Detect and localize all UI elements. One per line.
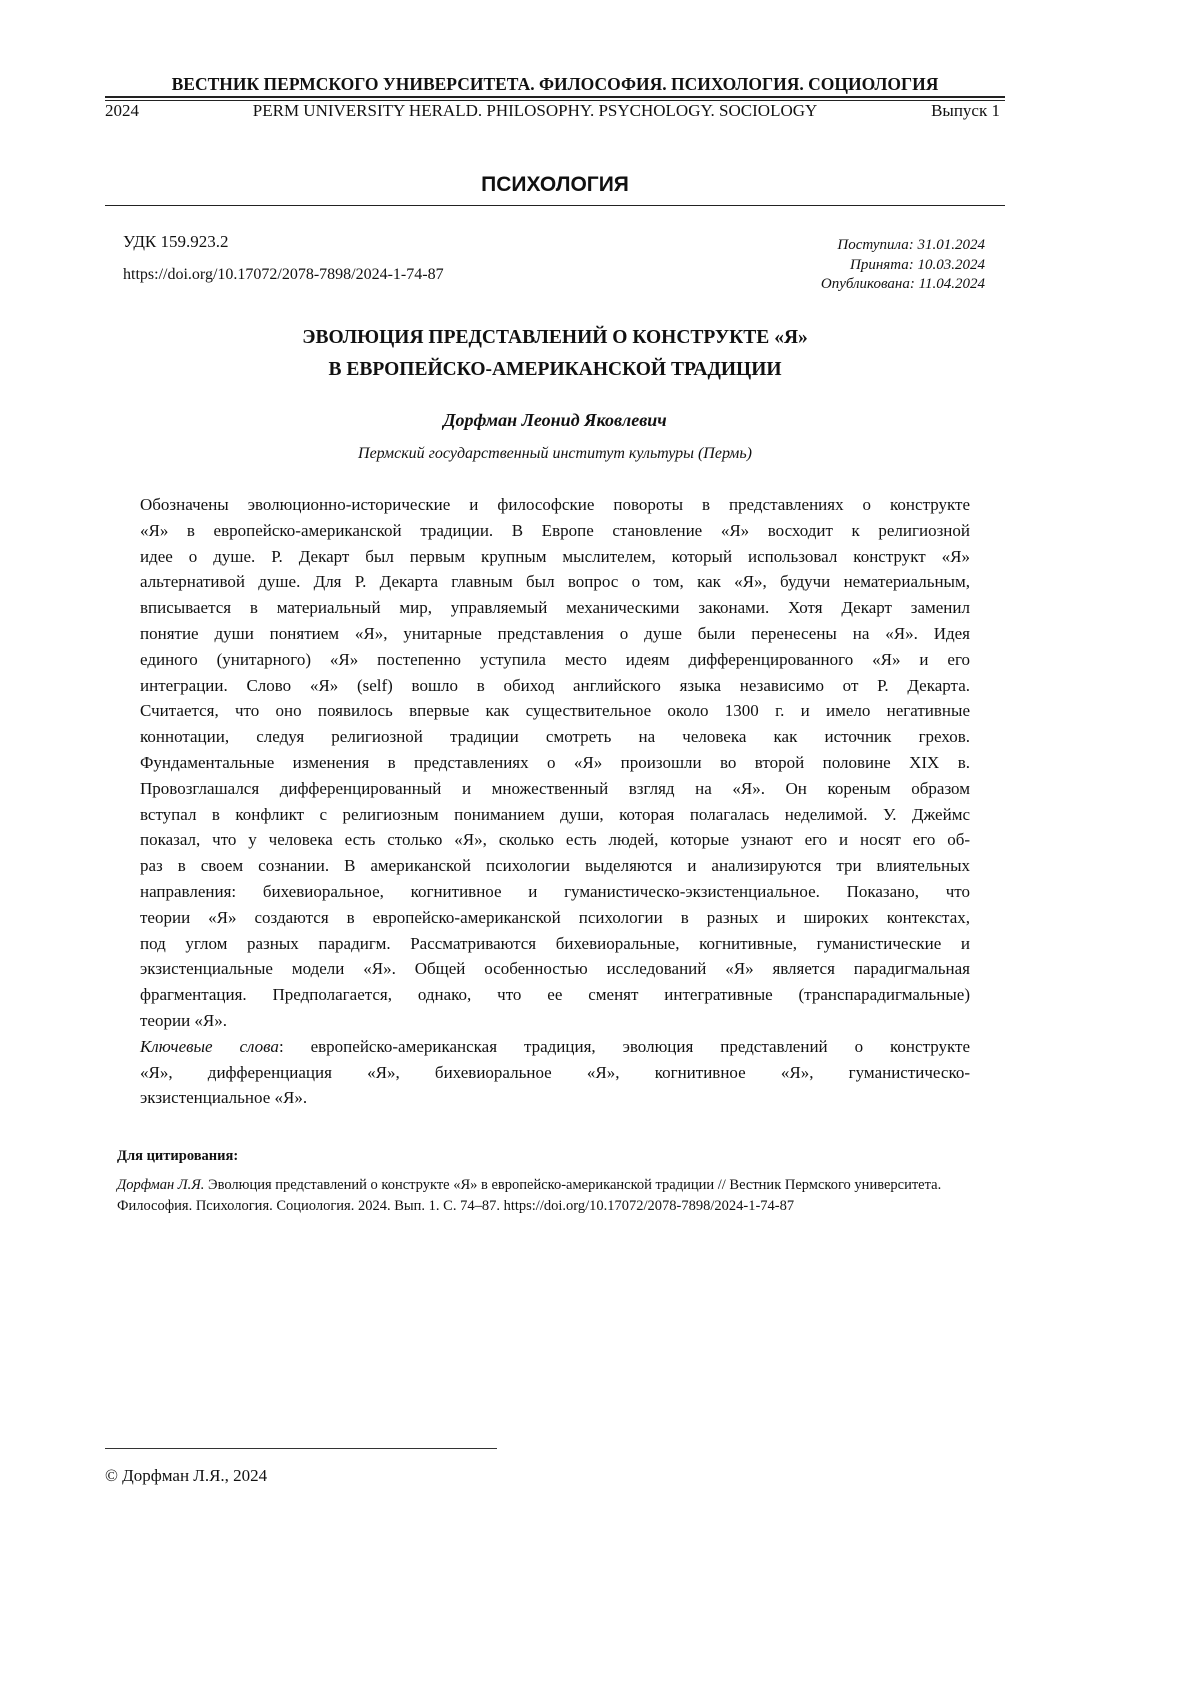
abstract-line	[140, 1008, 970, 1034]
keywords-line-2	[140, 1060, 970, 1086]
published-date: Опубликована: 11.04.2024	[820, 276, 985, 292]
keywords-line-1	[140, 1034, 970, 1060]
abstract-line-text: раз в своем сознании. В американской психологии выделяются и анализируются три влиятельных	[140, 856, 970, 876]
abstract-line-text: вступал в конфликт с религиозным пониманием души, которая полагалась неделимой. У. Джеймс	[140, 804, 970, 824]
abstract-line-text: под углом разных парадигм. Рассматриваются бихевиоральные, когнитивные, гуманистические и	[140, 933, 970, 953]
abstract-line-text: показал, что у человека есть столько «Я», сколько есть людей, которые узнают его и носят его об-	[140, 830, 970, 850]
header-row	[105, 101, 1000, 121]
title-line-1: ЭВОЛЮЦИЯ ПРЕДСТАВЛЕНИЙ О КОНСТРУКТЕ «Я»	[302, 327, 808, 348]
doi-link[interactable]: https://doi.org/10.17072/2078-7898/2024-1-74-87	[123, 266, 444, 283]
abstract-line	[140, 518, 970, 544]
abstract-line	[140, 621, 970, 647]
abstract-line-text: фрагментация. Предполагается, однако, что ее сменят интегративные (транспарадигмальные)	[140, 985, 970, 1005]
abstract-line-text: вписывается в материальный мир, управляемый механическими законами. Хотя Декарт заменил	[140, 598, 970, 618]
abstract-line	[140, 569, 970, 595]
citation-author: Дорфман Л.Я.	[117, 1177, 205, 1193]
keywords-text-1: : европейско-американская традиция, эволюция представлений о конструкте	[278, 1036, 970, 1056]
abstract-line	[140, 879, 970, 905]
abstract-body	[140, 492, 970, 1034]
abstract-line-text: понятие души понятием «Я», унитарные представления о душе были перенесены на «Я». Идея	[140, 623, 970, 643]
citation-body: Эволюция представлений о конструкте «Я» в европейско-американской традиции // Вестник Пермского университета. Философия. Психология. Социология. 2024. Вып. 1. С. 74–87. https://doi.org/10.17072/2078-7898/2024-1-74-87	[117, 1177, 942, 1214]
abstract-line	[140, 724, 970, 750]
abstract-line	[140, 595, 970, 621]
journal-title-en: PERM UNIVERSITY HERALD. PHILOSOPHY. PSYCHOLOGY. SOCIOLOGY	[252, 101, 818, 120]
abstract-line-text: теории «Я» создаются в европейско-американской психологии в разных и широких контекстах,	[140, 907, 970, 927]
abstract-line-text: направления: бихевиоральное, когнитивное и гуманистическо-экзистенциальное. Показано, что	[140, 881, 970, 901]
abstract-line-text: единого (унитарного) «Я» постепенно уступила место идеям дифференцированного «Я» и его	[140, 649, 970, 669]
abstract-line	[140, 492, 970, 518]
abstract	[140, 492, 970, 1111]
abstract-line-text: экзистенциальные модели «Я». Общей особенностью исследований «Я» является парадигмальная	[140, 959, 970, 979]
abstract-line	[140, 544, 970, 570]
abstract-line-text: альтернативой душе. Для Р. Декарта главным был вопрос о том, как «Я», будучи нематериальным,	[140, 572, 970, 592]
header-issue: Выпуск 1	[931, 101, 1000, 120]
abstract-line	[140, 853, 970, 879]
abstract-line	[140, 931, 970, 957]
abstract-line-text: Фундаментальные изменения в представлениях о «Я» произошли во второй половине XIX в.	[140, 752, 970, 772]
article-title	[105, 322, 1005, 386]
section-rule	[105, 205, 1005, 206]
keywords-label: Ключевые слова	[140, 1036, 279, 1056]
keywords-text-2: «Я», дифференциация «Я», бихевиоральное «Я», когнитивное «Я», гуманистическо-	[140, 1062, 970, 1082]
abstract-line	[140, 827, 970, 853]
abstract-line	[140, 905, 970, 931]
abstract-line	[140, 802, 970, 828]
footnote-rule	[105, 1448, 497, 1449]
abstract-line	[140, 956, 970, 982]
abstract-line-text: интеграции. Слово «Я» (self) вошло в обиход английского языка независимо от Р. Декарта.	[140, 675, 970, 695]
abstract-line-text: Считается, что оно появилось впервые как существительное около 1300 г. и имело негативные	[140, 701, 970, 721]
article-dates	[821, 236, 985, 295]
abstract-line-text: коннотации, следуя религиозной традиции смотреть на человека как источник грехов.	[140, 727, 970, 747]
abstract-line-text: Обозначены эволюционно-исторические и философские повороты в представлениях о конструкте	[140, 495, 970, 514]
title-line-2: В ЕВРОПЕЙСКО-АМЕРИКАНСКОЙ ТРАДИЦИИ	[328, 359, 782, 380]
section-heading: ПСИХОЛОГИЯ	[481, 173, 629, 196]
header-year: 2024	[105, 101, 139, 120]
keywords-line-3	[140, 1085, 970, 1111]
abstract-line	[140, 982, 970, 1008]
author-name: Дорфман Леонид Яковлевич	[443, 410, 667, 430]
abstract-line	[140, 776, 970, 802]
abstract-line-text: «Я» в европейско-американской традиции. В Европе становление «Я» восходит к религиозной	[140, 520, 970, 540]
received-date: Поступила: 31.01.2024	[837, 237, 985, 253]
journal-title-ru: ВЕСТНИК ПЕРМСКОГО УНИВЕРСИТЕТА. ФИЛОСОФИЯ. ПСИХОЛОГИЯ. СОЦИОЛОГИЯ	[171, 74, 939, 94]
abstract-line	[140, 647, 970, 673]
abstract-line-text: теории «Я».	[140, 1010, 228, 1030]
abstract-line	[140, 673, 970, 699]
citation-heading: Для цитирования:	[117, 1148, 239, 1164]
keywords-text-3: экзистенциальное «Я».	[140, 1088, 308, 1108]
abstract-line-text: Провозглашался дифференцированный и множественный взгляд на «Я». Он кореным образом	[140, 778, 970, 798]
udk-code: УДК 159.923.2	[123, 232, 229, 251]
abstract-line-text: идее о душе. Р. Декарт был первым крупным мыслителем, который использовал конструкт «Я»	[140, 546, 970, 566]
accepted-date: Принята: 10.03.2024	[849, 256, 985, 273]
citation-text	[117, 1175, 985, 1217]
copyright: © Дорфман Л.Я., 2024	[105, 1466, 268, 1485]
abstract-line	[140, 698, 970, 724]
author-affiliation: Пермский государственный институт культуры (Пермь)	[358, 445, 752, 462]
abstract-line	[140, 750, 970, 776]
